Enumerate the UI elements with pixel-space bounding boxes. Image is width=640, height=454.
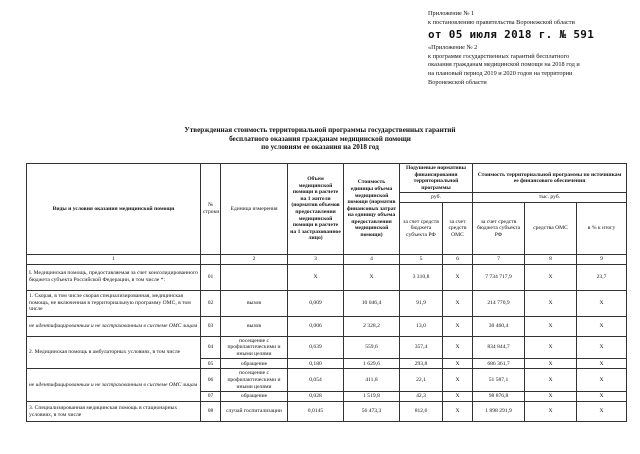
table-row xyxy=(27,369,627,392)
header-budget: за счет средств бюджета субъекта РФ xyxy=(400,202,443,254)
row-percent: X xyxy=(577,369,627,392)
row-unit: посещение с профилактическими и иными целями xyxy=(221,369,288,392)
row-oms: X xyxy=(443,336,473,359)
row-oms-total: X xyxy=(525,336,577,359)
row-unit-cost: 10 046,4 xyxy=(344,290,400,316)
header-row-no: № строки xyxy=(201,164,221,255)
row-budget-total: 51 587,1 xyxy=(473,369,525,392)
row-oms-total: X xyxy=(525,316,577,336)
column-number: 4 xyxy=(344,254,400,264)
row-percent: 23,7 xyxy=(577,264,627,290)
column-number xyxy=(201,254,221,264)
row-unit: обращение xyxy=(221,359,288,369)
row-volume: X xyxy=(288,264,344,290)
row-unit-cost: 411,8 xyxy=(344,369,400,392)
row-number: 01 xyxy=(201,264,221,290)
annex-ref-line: к программе государственных гарантий бесплатного xyxy=(428,52,570,60)
row-number: 03 xyxy=(201,316,221,336)
row-budget-total: 30 460,4 xyxy=(473,316,525,336)
header-per-capita: Подушевые нормативы финансирования территориальной программы xyxy=(400,164,473,193)
row-oms-total: X xyxy=(525,359,577,369)
row-budget: 3 310,8 xyxy=(400,264,443,290)
cost-table xyxy=(26,163,627,422)
row-description: 3. Специализированная медицинская помощь в стационарных условиях, в том числе xyxy=(27,402,201,422)
header-budget-total: за счет средств бюджета субъекта РФ xyxy=(473,202,525,254)
annex-ref-line: «Приложение № 2 xyxy=(428,44,478,52)
row-number: 05 xyxy=(201,359,221,369)
row-budget-total: 834 844,7 xyxy=(473,336,525,359)
row-unit-cost: 559,6 xyxy=(344,336,400,359)
row-budget: 22,1 xyxy=(400,369,443,392)
row-oms-total: X xyxy=(525,290,577,316)
document-title xyxy=(120,126,520,152)
header-types: Виды и условия оказания медицинской помощи xyxy=(27,164,201,255)
annex-line: Приложение № 1 xyxy=(428,10,475,17)
header-volume: Объем медицинской помощи в расчете на 1 жителя (норматив объемов предоставления медицинской помощи в расчете на 1 застрахованное лицо) xyxy=(288,164,344,255)
row-description: не идентифицированным и не застрахованным в системе ОМС лицам xyxy=(27,316,201,336)
column-number: 1 xyxy=(27,254,201,264)
row-unit: вызов xyxy=(221,316,288,336)
table-row xyxy=(27,290,627,316)
header-rub: руб. xyxy=(400,193,473,203)
annex-ref-line: на плановый период 2019 и 2020 годов на территории xyxy=(428,69,573,77)
row-budget: 42,3 xyxy=(400,392,443,402)
row-number: 07 xyxy=(201,392,221,402)
row-budget-total: 98 876,8 xyxy=(473,392,525,402)
row-unit-cost: 1 519,8 xyxy=(344,392,400,402)
row-volume: 0,180 xyxy=(288,359,344,369)
annex-line: к постановлению правительства Воронежской области xyxy=(428,18,575,26)
annex-block xyxy=(428,10,628,87)
row-unit: обращение xyxy=(221,392,288,402)
row-oms-total: X xyxy=(525,392,577,402)
header-total-cost: Стоимость территориальной программы по источникам ее финансового обеспечения xyxy=(473,164,627,193)
row-number: 04 xyxy=(201,336,221,359)
column-number: 5 xyxy=(400,254,443,264)
row-oms-total: X xyxy=(525,402,577,422)
row-volume: 0,639 xyxy=(288,336,344,359)
title-line: бесплатного оказания гражданам медицинской помощи xyxy=(229,134,411,143)
header-thousand-rub: тыс. руб. xyxy=(473,193,627,203)
row-budget-total: 686 361,7 xyxy=(473,359,525,369)
row-description: 1. Скорая, в том числе скорая специализированная, медицинская помощь, не включенная в территориальную программу ОМС, в том числе xyxy=(27,290,201,316)
annex-ref-line: Воронежской области xyxy=(428,78,487,86)
row-percent: X xyxy=(577,316,627,336)
header-percent: в % к итогу xyxy=(577,202,627,254)
table-row xyxy=(27,402,627,422)
row-oms: X xyxy=(443,264,473,290)
column-number: 8 xyxy=(525,254,577,264)
table-row xyxy=(27,336,627,359)
row-volume: 0,006 xyxy=(288,316,344,336)
header-oms-total: средства ОМС xyxy=(525,202,577,254)
header-cost-unit: Стоимость единицы объема медицинской помощи (норматив финансовых затрат на единицу объема предоставления медицинской помощи) xyxy=(344,164,400,255)
row-unit: посещение с профилактическими и иными целями xyxy=(221,336,288,359)
row-unit-cost: 1 629,6 xyxy=(344,359,400,369)
row-volume: 0,009 xyxy=(288,290,344,316)
row-budget-total: 214 770,9 xyxy=(473,290,525,316)
row-percent: X xyxy=(577,402,627,422)
row-budget: 91,9 xyxy=(400,290,443,316)
title-line: Утвержденная стоимость территориальной программы государственных гарантий xyxy=(184,126,456,134)
column-number: 3 xyxy=(288,254,344,264)
row-volume: 0,0145 xyxy=(288,402,344,422)
row-description: не идентифицированным и не застрахованным в системе ОМС лицам xyxy=(27,369,201,402)
row-percent: X xyxy=(577,290,627,316)
row-number: 08 xyxy=(201,402,221,422)
row-unit: случай госпитализации xyxy=(221,402,288,422)
row-oms: X xyxy=(443,392,473,402)
row-oms: X xyxy=(443,359,473,369)
row-description: I. Медицинская помощь, предоставляемая за счет консолидированного бюджета субъекта Российской Федерации, в том числе *: xyxy=(27,264,201,290)
header-unit: Единица измерения xyxy=(221,164,288,255)
row-oms: X xyxy=(443,402,473,422)
row-oms: X xyxy=(443,290,473,316)
row-oms: X xyxy=(443,369,473,392)
row-number: 06 xyxy=(201,369,221,392)
column-number: 6 xyxy=(443,254,473,264)
row-percent: X xyxy=(577,336,627,359)
row-oms-total: X xyxy=(525,369,577,392)
row-volume: 0,054 xyxy=(288,369,344,392)
title-line: по условиям ее оказания на 2018 год xyxy=(261,143,379,152)
row-oms: X xyxy=(443,316,473,336)
table-row xyxy=(27,264,627,290)
column-number: 2 xyxy=(221,254,288,264)
column-number: 7 xyxy=(473,254,525,264)
row-volume: 0,028 xyxy=(288,392,344,402)
row-number: 02 xyxy=(201,290,221,316)
row-unit-cost: X xyxy=(344,264,400,290)
row-unit-cost: 56 473,3 xyxy=(344,402,400,422)
annex-ref-line: оказания гражданам медицинской помощи на 2018 год и xyxy=(428,61,580,69)
row-oms-total: X xyxy=(525,264,577,290)
row-budget: 357,4 xyxy=(400,336,443,359)
row-budget: 812,6 xyxy=(400,402,443,422)
header-oms: за счет средств ОМС xyxy=(443,202,473,254)
resolution-stamp: от 05 июля 2018 г. № 591 xyxy=(428,28,595,42)
column-number: 9 xyxy=(577,254,627,264)
table-row xyxy=(27,316,627,336)
row-percent: X xyxy=(577,392,627,402)
row-budget: 293,8 xyxy=(400,359,443,369)
row-percent: X xyxy=(577,359,627,369)
row-unit xyxy=(221,264,288,290)
row-description: 2. Медицинская помощь в амбулаторных условиях, в том числе xyxy=(27,336,201,369)
row-unit: вызов xyxy=(221,290,288,316)
row-budget-total: 7 734 717,9 xyxy=(473,264,525,290)
row-unit-cost: 2 328,2 xyxy=(344,316,400,336)
row-budget: 13,0 xyxy=(400,316,443,336)
row-budget-total: 1 898 291,9 xyxy=(473,402,525,422)
